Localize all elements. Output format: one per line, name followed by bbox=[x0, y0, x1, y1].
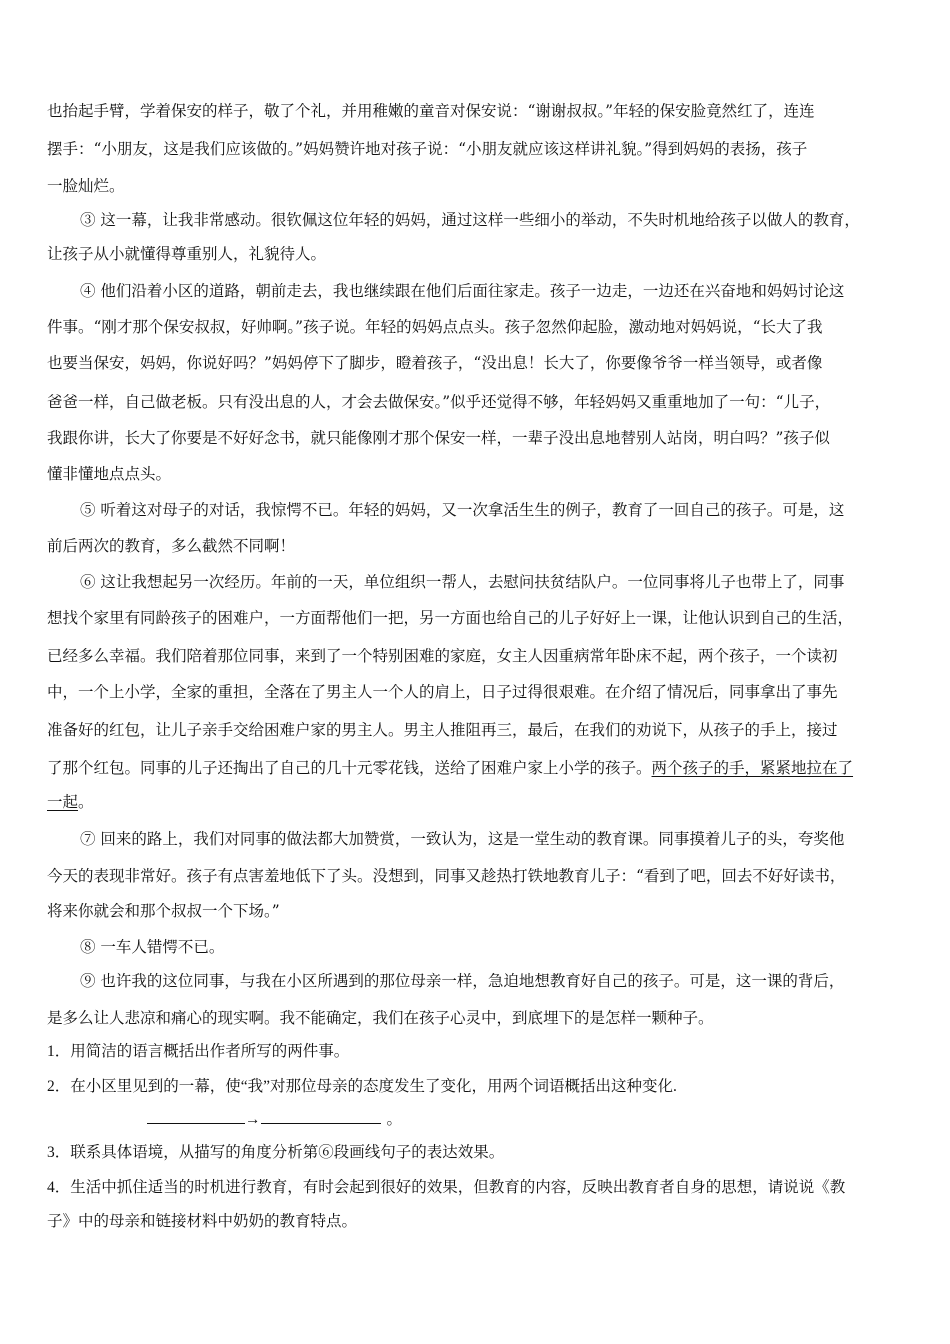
question-4-line: 子》中的母亲和链接材料中奶奶的教育特点。 bbox=[47, 1213, 358, 1230]
question-2-answer-row bbox=[147, 1108, 547, 1132]
paragraph-6-line: 已经多么幸福。我们陪着那位同事，来到了一个特别困难的家庭，女主人因重病常年卧床不起，两个孩子，一个读初 bbox=[47, 647, 838, 665]
underlined-sentence: 两个孩子的手，紧紧地拉在了 bbox=[651, 759, 854, 777]
paragraph-4-line: ④ 他们沿着小区的道路，朝前走去，我也继续跟在他们后面往家走。孩子一边走，一边还在兴奋地和妈妈讨论这 bbox=[80, 282, 845, 300]
paragraph-6-line: 准备好的红包，让儿子亲手交给困难户家的男主人。男主人推阻再三，最后，在我们的劝说下，从孩子的手上，接过 bbox=[47, 721, 838, 739]
paragraph-4-line: 我跟你讲，长大了你要是不好好念书，就只能像刚才那个保安一样，一辈子没出息地替别人站岗，明白吗？”孩子似 bbox=[47, 429, 830, 447]
paragraph-4-line: 懂非懂地点点头。 bbox=[47, 465, 172, 483]
question-3: 3．联系具体语境，从描写的角度分析第⑥段画线句子的表达效果。 bbox=[47, 1144, 505, 1161]
question-2: 2．在小区里见到的一幕，使“我”对那位母亲的态度发生了变化，用两个词语概括出这种变化. bbox=[47, 1078, 677, 1095]
paragraph-3-line: 让孩子从小就懂得尊重别人，礼貌待人。 bbox=[47, 245, 327, 263]
passage-line: 摆手：“小朋友，这是我们应该做的。”妈妈赞许地对孩子说：“小朋友就应该这样讲礼貌。”得到妈妈的表扬，孩子 bbox=[47, 140, 808, 158]
paragraph-7-line: ⑦ 回来的路上，我们对同事的做法都大加赞赏，一致认为，这是一堂生动的教育课。同事摸着儿子的头，夸奖他 bbox=[80, 830, 845, 848]
underlined-sentence-end: 一起 bbox=[47, 793, 79, 811]
paragraph-7-line: 今天的表现非常好。孩子有点害羞地低下了头。没想到，同事又趁热打铁地教育儿子：“看到了吧，回去不好好读书， bbox=[47, 867, 846, 885]
paragraph-6-text: 了那个红包。同事的儿子还掏出了自己的几十元零花钱，送给了困难户家上小学的孩子。 bbox=[47, 759, 652, 777]
question-4-line: 4．生活中抓住适当的时机进行教育，有时会起到很好的效果，但教育的内容，反映出教育者自身的思想，请说说《教 bbox=[47, 1179, 846, 1196]
paragraph-6-end: 。 bbox=[78, 793, 94, 811]
paragraph-5-line: 前后两次的教育，多么截然不同啊！ bbox=[47, 537, 296, 555]
paragraph-3-line: ③ 这一幕，让我非常感动。很钦佩这位年轻的妈妈，通过这样一些细小的举动，不失时机地给孩子以做人的教育， bbox=[80, 211, 860, 229]
paragraph-6-line: 想找个家里有同龄孩子的困难户，一方面帮他们一把，另一方面也给自己的儿子好好上一课，让他认识到自己的生活， bbox=[47, 609, 854, 627]
paragraph-6-line: ⑥ 这让我想起另一次经历。年前的一天，单位组织一帮人，去慰问扶贫结队户。一位同事将儿子也带上了，同事 bbox=[80, 573, 845, 591]
arrow-icon: → bbox=[245, 1111, 261, 1128]
paragraph-8-line: ⑧ 一车人错愕不已。 bbox=[80, 938, 225, 956]
paragraph-6-line bbox=[47, 790, 907, 814]
paragraph-4-line: 件事。“刚才那个保安叔叔，好帅啊。”孩子说。年轻的妈妈点点头。孩子忽然仰起脸，激动地对妈妈说，“长大了我 bbox=[47, 318, 823, 336]
passage-line: 也抬起手臂，学着保安的样子，敬了个礼，并用稚嫩的童音对保安说：“谢谢叔叔。”年轻的保安脸竟然红了，连连 bbox=[47, 102, 815, 120]
paragraph-4-line: 也要当保安，妈妈，你说好吗？”妈妈停下了脚步，瞪着孩子，“没出息！长大了，你要像爷爷一样当领导，或者像 bbox=[47, 354, 823, 372]
question-2-end: 。 bbox=[386, 1111, 403, 1128]
paragraph-6-line bbox=[47, 756, 907, 780]
paragraph-9-line: 是多么让人悲凉和痛心的现实啊。我不能确定，我们在孩子心灵中，到底埋下的是怎样一颗种子。 bbox=[47, 1009, 714, 1027]
paragraph-9-line: ⑨ 也许我的这位同事，与我在小区所遇到的那位母亲一样，急迫地想教育好自己的孩子。可是，这一课的背后， bbox=[80, 972, 845, 990]
paragraph-5-line: ⑤ 听着这对母子的对话，我惊愕不已。年轻的妈妈，又一次拿活生生的例子，教育了一回自己的孩子。可是，这 bbox=[80, 501, 845, 519]
question-1: 1．用简洁的语言概括出作者所写的两件事。 bbox=[47, 1043, 350, 1060]
paragraph-6-line: 中，一个上小学，全家的重担，全落在了男主人一个人的肩上，日子过得很艰难。在介绍了情况后，同事拿出了事先 bbox=[47, 683, 838, 701]
paragraph-7-line: 将来你就会和那个叔叔一个下场。” bbox=[47, 902, 280, 920]
paragraph-4-line: 爸爸一样，自己做老板。只有没出息的人，才会去做保安。”似乎还觉得不够，年轻妈妈又重重地加了一句：“儿子， bbox=[47, 393, 831, 411]
answer-blank-1[interactable] bbox=[147, 1109, 245, 1124]
passage-line: 一脸灿烂。 bbox=[47, 177, 125, 195]
answer-blank-2[interactable] bbox=[261, 1109, 381, 1124]
